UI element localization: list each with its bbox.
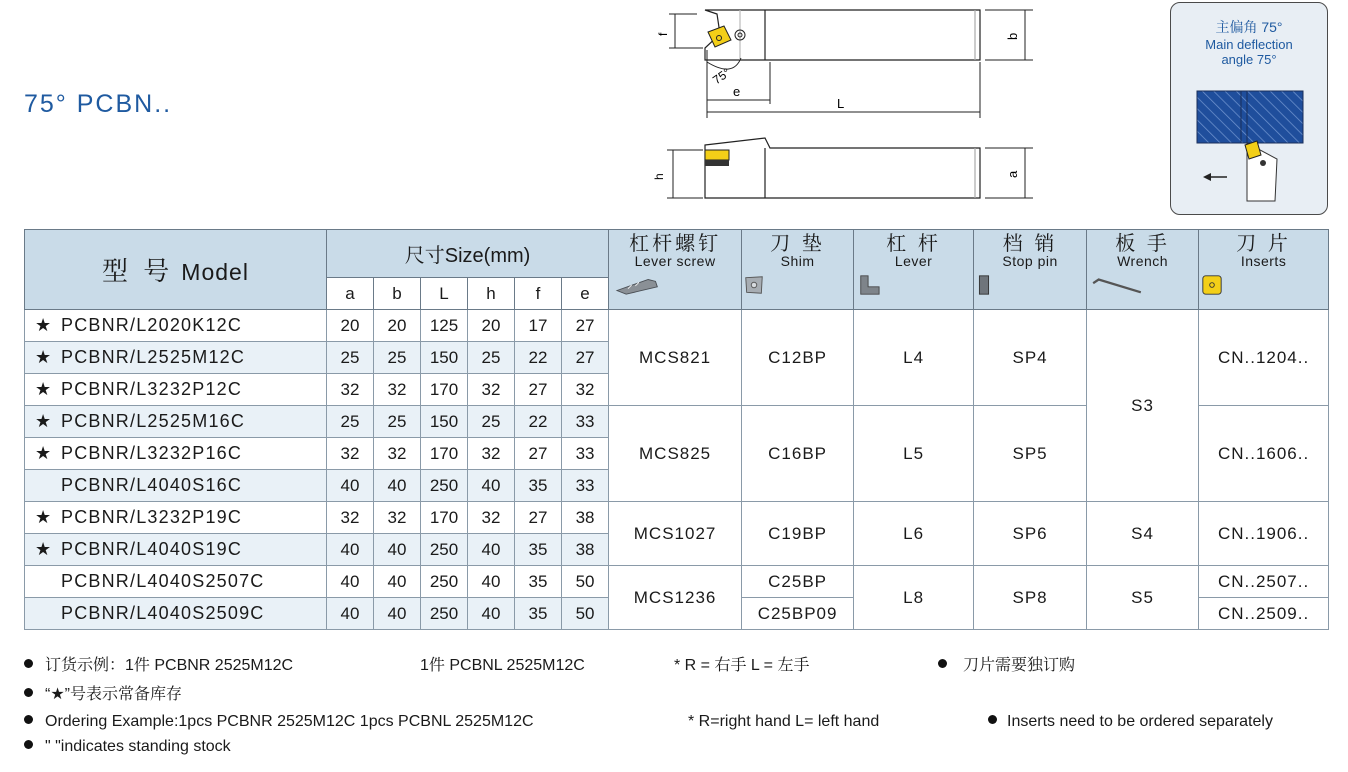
model-code: PCBNR/L4040S16C <box>61 475 243 495</box>
cell-e: 33 <box>562 438 609 470</box>
col-a: a <box>327 278 374 310</box>
note-en-1 <box>24 713 534 731</box>
note-en-inserts <box>988 713 1273 731</box>
cell-b: 32 <box>374 502 421 534</box>
bullet-icon <box>24 715 33 724</box>
table-row <box>25 502 1329 534</box>
cell-h: 40 <box>468 598 515 630</box>
cell-e: 33 <box>562 406 609 438</box>
model-code: PCBNR/L4040S2507C <box>61 571 265 591</box>
insert-side-icon <box>705 150 729 160</box>
cell-e: 50 <box>562 566 609 598</box>
star-icon: ★ <box>35 411 53 431</box>
star-icon: ★ <box>35 347 53 367</box>
stop-pin-cell: SP5 <box>974 406 1087 502</box>
shim-header <box>742 230 854 310</box>
dim-angle: 75° <box>710 65 733 88</box>
cell-h: 40 <box>468 566 515 598</box>
stop-pin-header-en: Stop pin <box>1002 253 1058 269</box>
cell-f: 22 <box>515 342 562 374</box>
cell-h: 40 <box>468 470 515 502</box>
cell-L: 170 <box>421 502 468 534</box>
shim-icon <box>742 274 766 296</box>
cell-L: 150 <box>421 406 468 438</box>
wrench-header <box>1087 230 1199 310</box>
arrow-left-icon <box>1203 173 1211 181</box>
model-cell <box>25 438 327 470</box>
cell-f: 35 <box>515 534 562 566</box>
cell-b: 32 <box>374 438 421 470</box>
angle-label-cn: 主偏角 75° <box>1215 19 1283 35</box>
cell-a: 40 <box>327 470 374 502</box>
shim-cell: C12BP <box>742 310 854 406</box>
dim-e: e <box>733 84 741 99</box>
cell-a: 32 <box>327 438 374 470</box>
size-header: 尺寸Size(mm) <box>327 230 609 278</box>
note-en-inserts-text: Inserts need to be ordered separately <box>1007 713 1273 730</box>
lever-screw-cell: MCS1027 <box>609 502 742 566</box>
lever-cell: L8 <box>854 566 974 630</box>
cell-h: 32 <box>468 438 515 470</box>
model-code: PCBNR/L2020K12C <box>61 315 243 335</box>
note-cn-inserts <box>938 652 1075 675</box>
model-cell <box>25 598 327 630</box>
cell-L: 250 <box>421 598 468 630</box>
model-cell <box>25 310 327 342</box>
wrench-cell: S3 <box>1087 310 1199 502</box>
cell-e: 27 <box>562 342 609 374</box>
model-code: PCBNR/L4040S2509C <box>61 603 265 623</box>
cell-L: 250 <box>421 534 468 566</box>
model-code: PCBNR/L3232P16C <box>61 443 243 463</box>
note-cn-stock: “★”号表示常备库存 <box>45 686 183 703</box>
cell-b: 25 <box>374 342 421 374</box>
lever-screw-header <box>609 230 742 310</box>
col-f: f <box>515 278 562 310</box>
model-code: PCBNR/L4040S19C <box>61 539 243 559</box>
insert-icon <box>1199 274 1225 296</box>
lever-screw-cell: MCS821 <box>609 310 742 406</box>
col-b: b <box>374 278 421 310</box>
note-cn-left: 1件 PCBNL 2525M12C <box>420 657 585 674</box>
note-en-2 <box>24 738 231 756</box>
cell-a: 40 <box>327 566 374 598</box>
cell-f: 27 <box>515 438 562 470</box>
cell-b: 40 <box>374 598 421 630</box>
dim-L: L <box>837 96 845 111</box>
lever-cell: L5 <box>854 406 974 502</box>
inserts-header-cn: 刀 片 <box>1236 233 1291 255</box>
workpiece-diagram <box>1171 83 1329 213</box>
wrench-header-en: Wrench <box>1117 253 1169 269</box>
cell-L: 250 <box>421 470 468 502</box>
wrench-header-cn: 板 手 <box>1115 233 1170 255</box>
model-cell <box>25 566 327 598</box>
cell-f: 27 <box>515 374 562 406</box>
cell-b: 40 <box>374 470 421 502</box>
wrench-cell: S5 <box>1087 566 1199 630</box>
lever-screw-header-cn: 杠杆螺钉 <box>629 233 722 255</box>
insert-cell: CN..2509.. <box>1199 598 1329 630</box>
note-en-hand: * R=right hand L= left hand <box>688 713 880 730</box>
note-cn-inserts-text: 刀片需要独订购 <box>963 657 1076 674</box>
note-cn-ordering: 订货示例：1件 PCBNR 2525M12C <box>45 657 294 674</box>
cell-a: 40 <box>327 598 374 630</box>
cell-e: 50 <box>562 598 609 630</box>
page-title: 75° PCBN.. <box>24 90 173 118</box>
star-icon: ★ <box>35 443 53 463</box>
dim-a: a <box>1005 170 1020 178</box>
star-icon: ★ <box>35 379 53 399</box>
inserts-header <box>1199 230 1329 310</box>
stop-pin-icon <box>974 274 994 296</box>
model-code: PCBNR/L3232P19C <box>61 507 243 527</box>
lever-header-en: Lever <box>894 253 933 269</box>
cell-L: 250 <box>421 566 468 598</box>
cell-a: 20 <box>327 310 374 342</box>
cell-h: 32 <box>468 502 515 534</box>
bullet-icon <box>24 688 33 697</box>
cell-a: 25 <box>327 342 374 374</box>
lever-screw-cell: MCS1236 <box>609 566 742 630</box>
shim-cell: C25BP <box>742 566 854 598</box>
insert-cell: CN..1606.. <box>1199 406 1329 502</box>
lever-screw-cell: MCS825 <box>609 406 742 502</box>
shim-header-cn: 刀 垫 <box>770 233 825 255</box>
cell-f: 17 <box>515 310 562 342</box>
lever-icon <box>854 274 884 296</box>
model-code: PCBNR/L2525M16C <box>61 411 246 431</box>
note-cn-hand: * R = 右手 L = 左手 <box>674 657 810 674</box>
table-row <box>25 310 1329 342</box>
model-cell <box>25 406 327 438</box>
cell-b: 25 <box>374 406 421 438</box>
insert-cell: CN..1906.. <box>1199 502 1329 566</box>
shim-cell: C16BP <box>742 406 854 502</box>
bullet-icon <box>24 740 33 749</box>
lever-screw-header-en: Lever screw <box>634 253 716 269</box>
model-header-cn: 型 号 <box>102 256 174 286</box>
table-row <box>25 566 1329 598</box>
cell-h: 20 <box>468 310 515 342</box>
dim-f: f <box>656 32 670 36</box>
cell-L: 150 <box>421 342 468 374</box>
model-cell <box>25 470 327 502</box>
spec-table <box>24 229 1329 630</box>
stop-pin-header-cn: 档 销 <box>1002 233 1058 255</box>
cell-h: 40 <box>468 534 515 566</box>
col-h: h <box>468 278 515 310</box>
star-icon: ★ <box>35 507 53 527</box>
cell-f: 35 <box>515 470 562 502</box>
cell-h: 25 <box>468 342 515 374</box>
cell-L: 170 <box>421 374 468 406</box>
bullet-icon <box>938 659 947 668</box>
model-code: PCBNR/L2525M12C <box>61 347 246 367</box>
model-cell <box>25 534 327 566</box>
cell-e: 27 <box>562 310 609 342</box>
cell-a: 25 <box>327 406 374 438</box>
shim-header-en: Shim <box>780 253 815 269</box>
cell-e: 32 <box>562 374 609 406</box>
lever-cell: L6 <box>854 502 974 566</box>
deflection-angle-panel <box>1170 2 1328 215</box>
cell-a: 32 <box>327 502 374 534</box>
cell-f: 22 <box>515 406 562 438</box>
cell-L: 125 <box>421 310 468 342</box>
tool-holder-drawing <box>645 0 1035 210</box>
star-icon: ★ <box>35 539 53 559</box>
cell-L: 170 <box>421 438 468 470</box>
col-L: L <box>421 278 468 310</box>
cell-e: 38 <box>562 534 609 566</box>
model-cell <box>25 342 327 374</box>
note-cn-1 <box>24 652 293 675</box>
stop-pin-cell: SP4 <box>974 310 1087 406</box>
model-header-en: Model <box>181 259 249 285</box>
insert-cell: CN..1204.. <box>1199 310 1329 406</box>
wrench-icon <box>1087 274 1147 296</box>
cell-h: 25 <box>468 406 515 438</box>
lever-header <box>854 230 974 310</box>
angle-label-en-line1: Main deflection <box>1205 37 1293 52</box>
lever-header-cn: 杠 杆 <box>886 233 941 255</box>
model-cell <box>25 502 327 534</box>
insert-cell: CN..2507.. <box>1199 566 1329 598</box>
wrench-cell: S4 <box>1087 502 1199 566</box>
note-en-ordering: Ordering Example:1pcs PCBNR 2525M12C 1pcs PCBNL 2525M12C <box>45 713 534 730</box>
note-en-stock: " "indicates standing stock <box>45 738 231 755</box>
top-view <box>705 10 980 60</box>
cell-h: 32 <box>468 374 515 406</box>
cell-f: 35 <box>515 598 562 630</box>
bullet-icon <box>24 659 33 668</box>
cell-a: 40 <box>327 534 374 566</box>
col-e: e <box>562 278 609 310</box>
lever-cell: L4 <box>854 310 974 406</box>
cell-a: 32 <box>327 374 374 406</box>
angle-label-en-line2: angle 75° <box>1221 52 1277 67</box>
stop-pin-header <box>974 230 1087 310</box>
cell-b: 40 <box>374 534 421 566</box>
stop-pin-cell: SP6 <box>974 502 1087 566</box>
inserts-header-en: Inserts <box>1240 253 1287 269</box>
note-cn-2 <box>24 681 182 704</box>
angle-label-en <box>1171 37 1327 67</box>
model-cell <box>25 374 327 406</box>
shim-cell: C25BP09 <box>742 598 854 630</box>
lever-screw-icon <box>609 274 669 296</box>
model-header <box>25 230 327 310</box>
star-icon: ★ <box>35 315 53 335</box>
cell-e: 33 <box>562 470 609 502</box>
stop-pin-cell: SP8 <box>974 566 1087 630</box>
cell-f: 35 <box>515 566 562 598</box>
dim-h: h <box>652 173 666 180</box>
dim-b: b <box>1005 32 1020 40</box>
model-code: PCBNR/L3232P12C <box>61 379 243 399</box>
cell-b: 20 <box>374 310 421 342</box>
cell-b: 32 <box>374 374 421 406</box>
cell-e: 38 <box>562 502 609 534</box>
side-view <box>705 138 980 198</box>
bullet-icon <box>988 715 997 724</box>
shim-cell: C19BP <box>742 502 854 566</box>
cell-f: 27 <box>515 502 562 534</box>
cell-b: 40 <box>374 566 421 598</box>
